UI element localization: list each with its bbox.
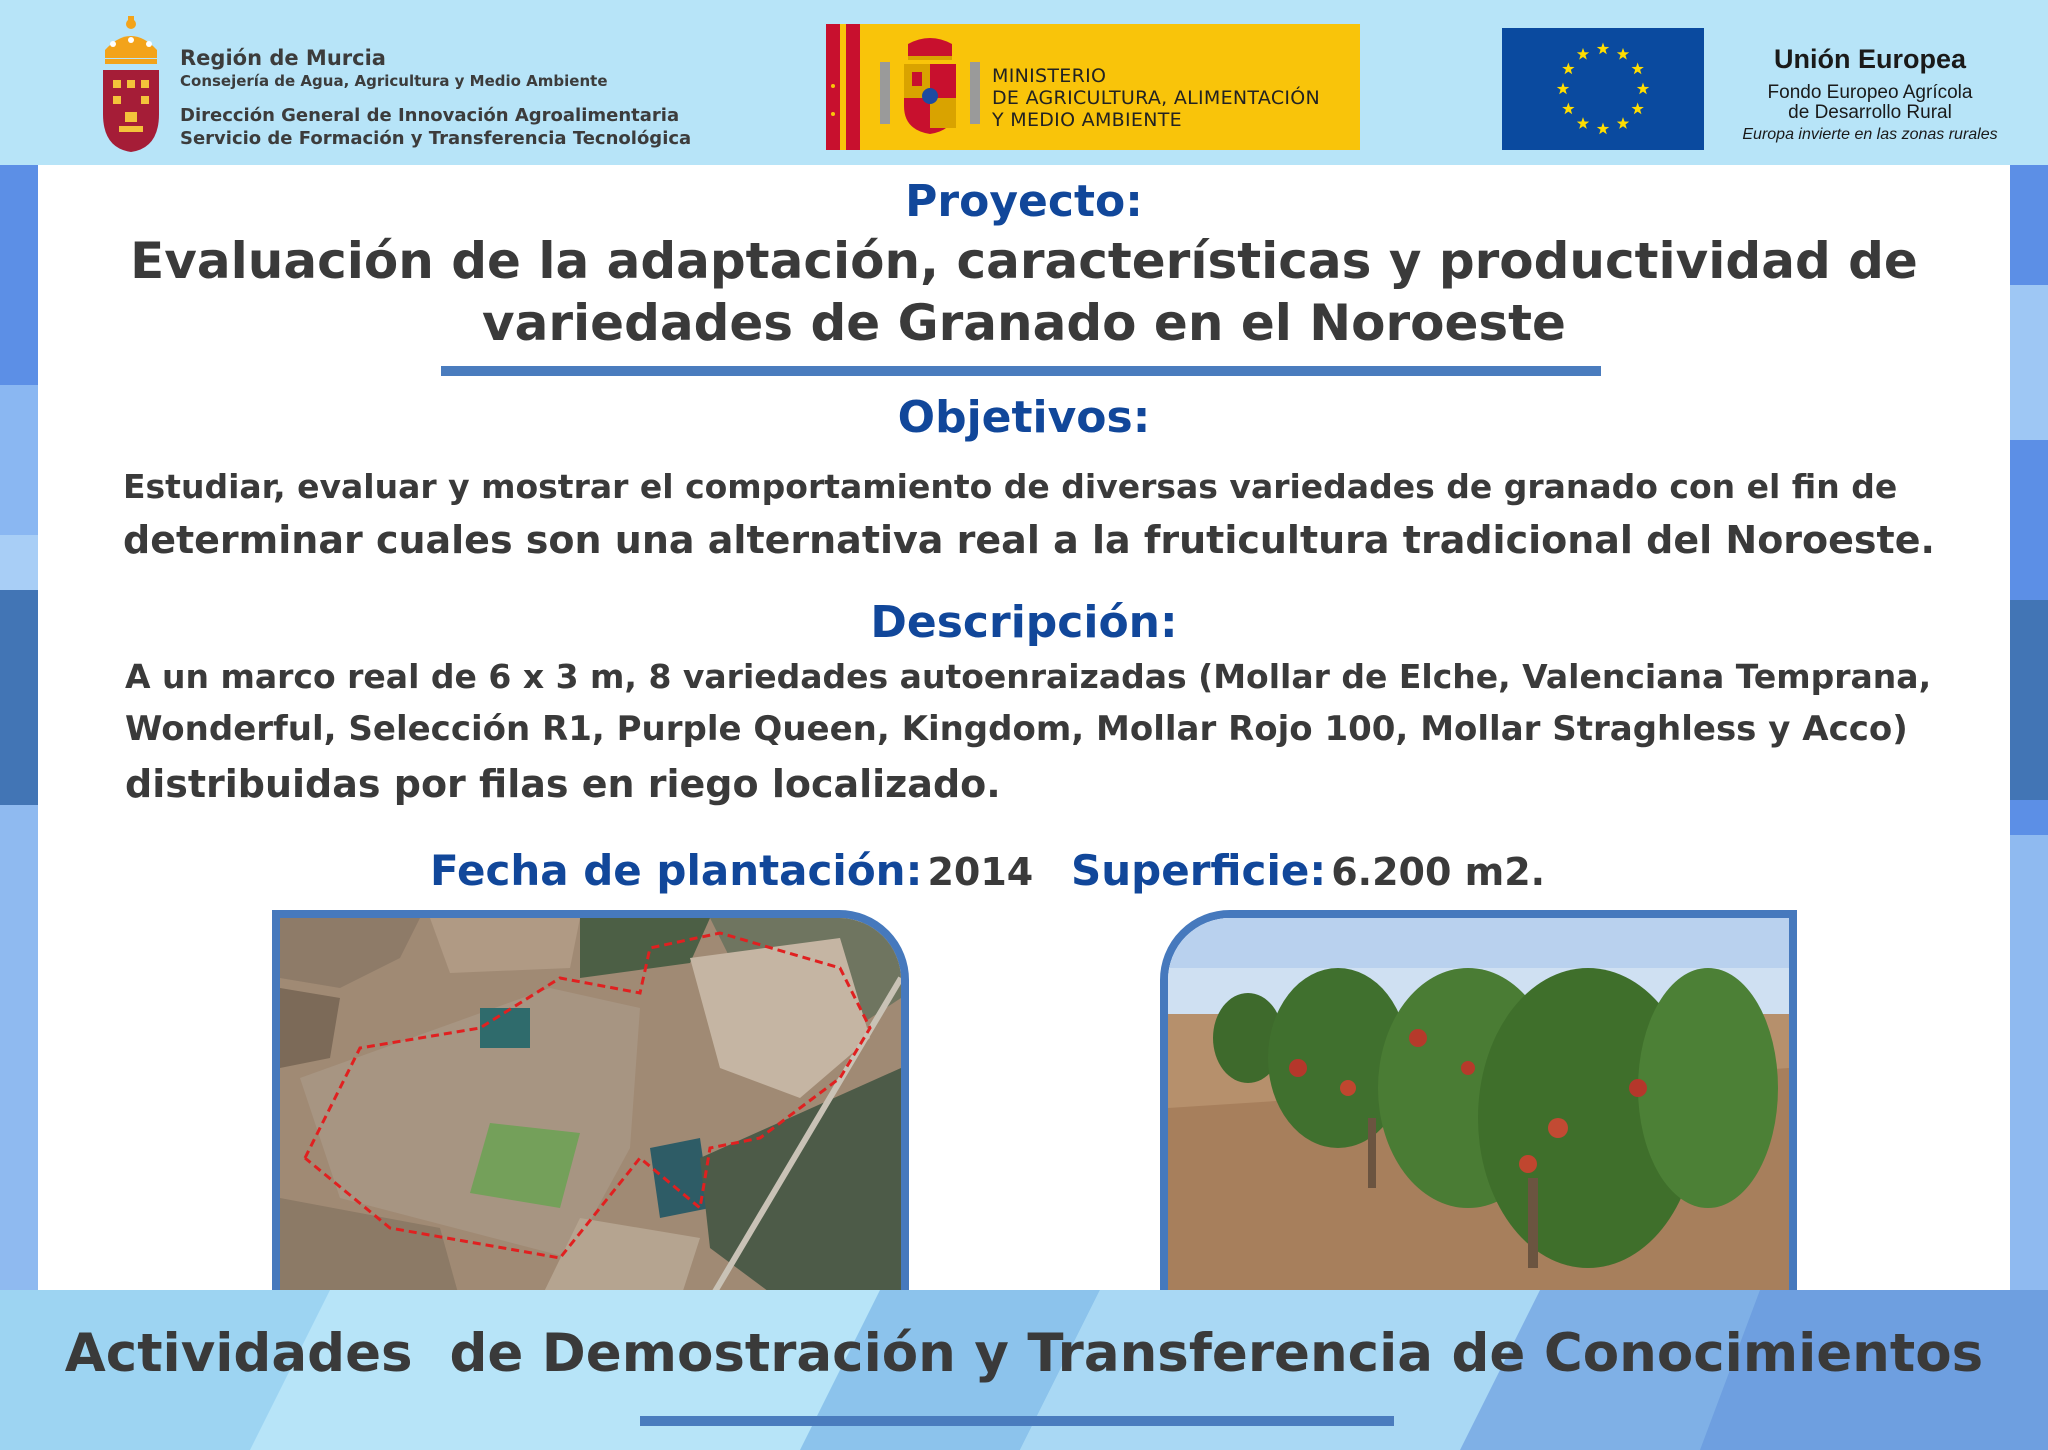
project-title-line-2: variedades de Granado en el Noroeste [482, 294, 1566, 352]
description-text-line-3: distribuidas por filas en riego localizado. [125, 762, 1001, 806]
spain-flag-icon [826, 24, 860, 150]
ministry-logo [826, 24, 1360, 150]
description-text-line-1: A un marco real de 6 x 3 m, 8 variedades autoenraizadas (Mollar de Elche, Valenciana Temprana, [125, 657, 1932, 696]
ministry-line-2: DE AGRICULTURA, ALIMENTACIÓN [992, 87, 1321, 109]
area-label: Superficie: [1071, 846, 1327, 895]
ministry-line-1: MINISTERIO [992, 65, 1107, 87]
aerial-plot-photo [272, 910, 909, 1308]
ministry-line-3: Y MEDIO AMBIENTE [992, 109, 1182, 131]
header-band [0, 0, 2048, 165]
eu-flag-icon [1502, 28, 1704, 150]
title-divider [441, 366, 1601, 376]
eu-fund-line-2: de Desarrollo Rural [1788, 102, 1952, 123]
eu-title: Unión Europea [1773, 44, 1966, 74]
region-directorate: Dirección General de Innovación Agroalimentaria [180, 105, 680, 126]
planting-date-label: Fecha de plantación: [430, 846, 923, 895]
objectives-heading: Objetivos: [897, 392, 1151, 443]
region-murcia-crest-icon [95, 14, 167, 152]
project-title-line-1: Evaluación de la adaptación, características y productividad de [130, 232, 1918, 290]
footer-divider [640, 1416, 1394, 1426]
pomegranate-trees-photo [1160, 910, 1797, 1308]
planting-date-value: 2014 [927, 850, 1034, 894]
area [1071, 846, 1545, 895]
objectives-text-line-2: determinar cuales son una alternativa real a la fruticultura tradicional del Noroeste. [123, 518, 1935, 562]
area-value: 6.200 m2. [1331, 850, 1546, 894]
project-heading: Proyecto: [905, 176, 1143, 227]
region-department: Consejería de Agua, Agricultura y Medio Ambiente [180, 72, 608, 90]
region-service: Servicio de Formación y Transferencia Tecnológica [180, 128, 692, 149]
planting-date [430, 846, 1033, 895]
eu-fund-line-1: Fondo Europeo Agrícola [1767, 82, 1973, 103]
region-name: Región de Murcia [180, 46, 386, 70]
objectives-text-line-1: Estudiar, evaluar y mostrar el comportamiento de diversas variedades de granado con el fin de [123, 467, 1898, 506]
eu-slogan: Europa invierte en las zonas rurales [1742, 126, 1998, 143]
description-heading: Descripción: [870, 597, 1178, 648]
description-text-line-2: Wonderful, Selección R1, Purple Queen, Kingdom, Mollar Rojo 100, Mollar Straghless y Acco) [125, 709, 1908, 749]
footer-title: Actividades de Demostración y Transferencia de Conocimientos [64, 1323, 1984, 1384]
spain-coat-of-arms-icon [874, 34, 986, 138]
